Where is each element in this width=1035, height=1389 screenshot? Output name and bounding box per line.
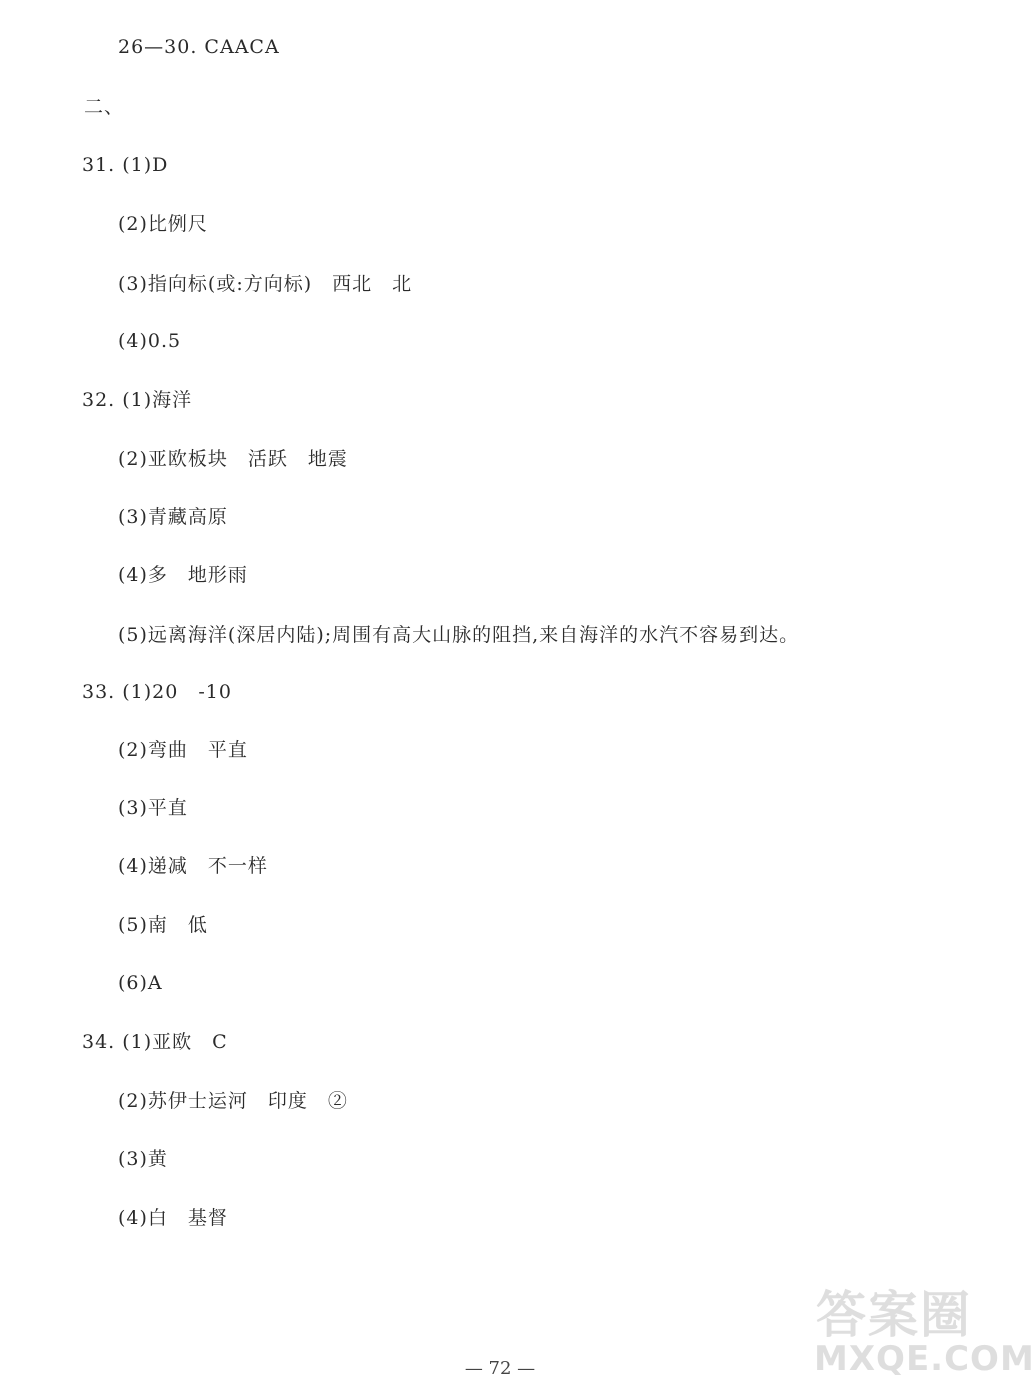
answer-line-34-3: (3)黄 — [118, 1148, 168, 1170]
answer-line-26-30: 26—30. CAACA — [118, 36, 280, 58]
site-watermark — [810, 1275, 1035, 1383]
answer-line-33-1: 33. (1)20 -10 — [82, 681, 232, 703]
answer-line-33-4: (4)递减 不一样 — [118, 855, 268, 877]
answer-line-34-2: (2)苏伊士运河 印度 ② — [118, 1090, 348, 1112]
answer-line-33-2: (2)弯曲 平直 — [118, 739, 248, 761]
answer-line-33-6: (6)A — [118, 972, 163, 994]
answer-line-32-2: (2)亚欧板块 活跃 地震 — [118, 448, 348, 470]
answer-line-34-4: (4)白 基督 — [118, 1207, 228, 1229]
watermark-logo-text: 答案圈 — [816, 1286, 972, 1344]
answer-line-31-2: (2)比例尺 — [118, 213, 208, 235]
answer-line-33-3: (3)平直 — [118, 797, 188, 819]
watermark-url-text: MXQE.COM — [814, 1339, 1035, 1379]
answer-line-32-3: (3)青藏高原 — [118, 506, 228, 528]
answer-line-31-3: (3)指向标(或:方向标) 西北 北 — [118, 273, 413, 295]
answer-line-31-4: (4)0.5 — [118, 330, 182, 352]
page-number: — 72 — — [464, 1358, 536, 1379]
section-heading-2: 二、 — [84, 96, 125, 118]
answer-line-33-5: (5)南 低 — [118, 914, 208, 936]
answer-line-34-1: 34. (1)亚欧 C — [82, 1031, 228, 1053]
answer-line-32-4: (4)多 地形雨 — [118, 564, 248, 586]
answer-line-31-1: 31. (1)D — [82, 154, 169, 176]
answer-line-32-1: 32. (1)海洋 — [82, 389, 193, 411]
answer-line-32-5: (5)远离海洋(深居内陆);周围有高大山脉的阻挡,来自海洋的水汽不容易到达。 — [118, 624, 800, 646]
